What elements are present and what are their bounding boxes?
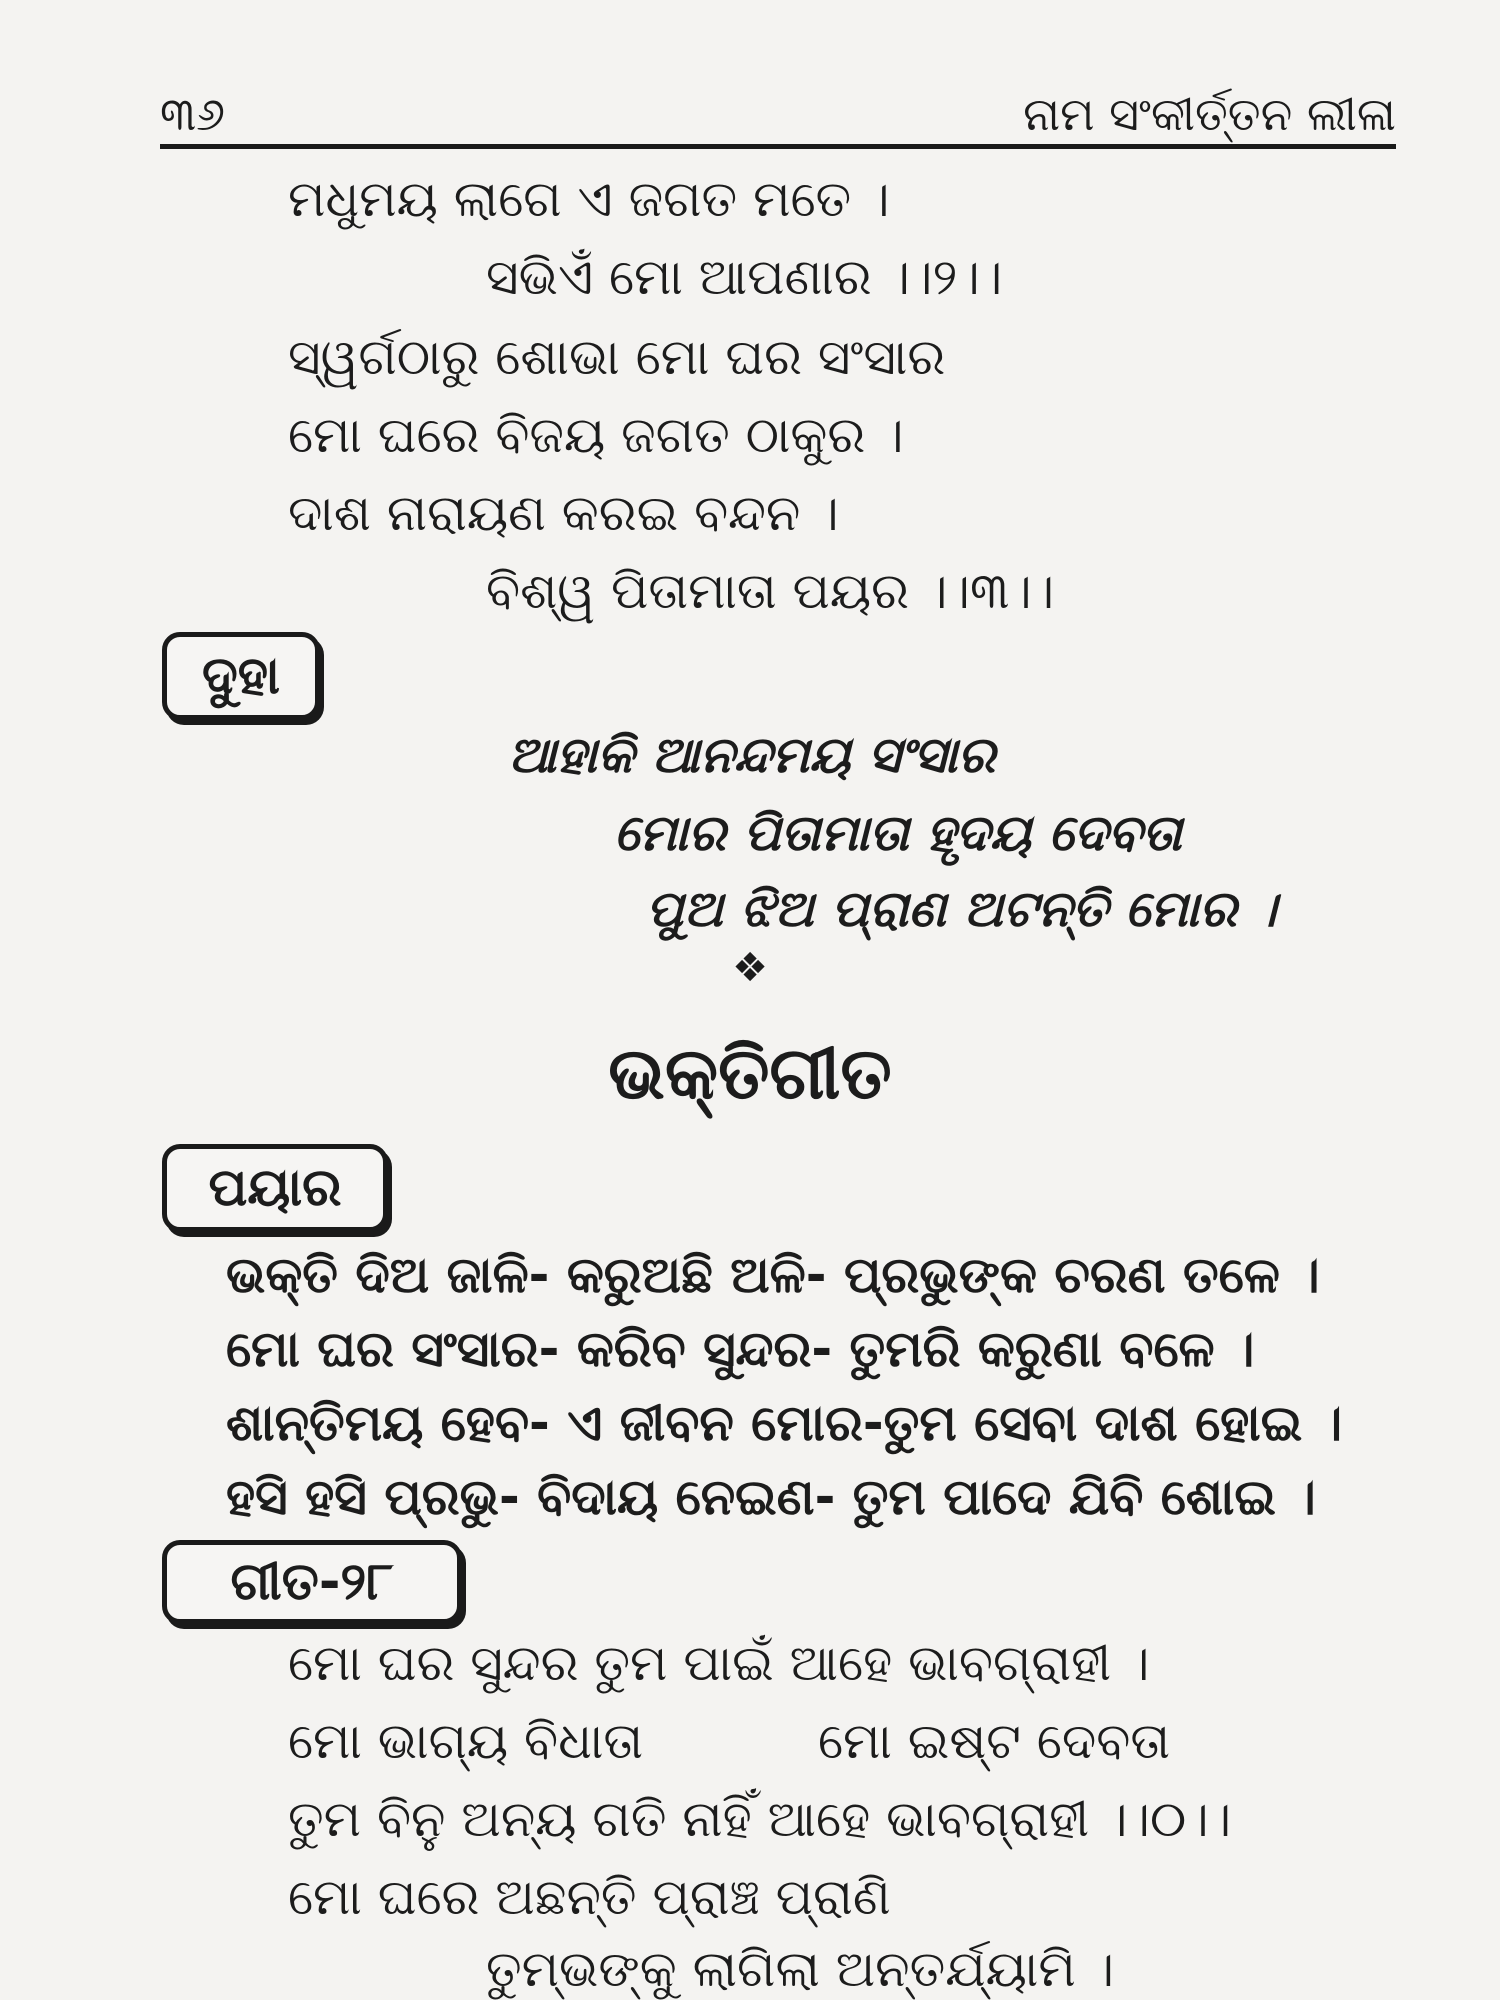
duha-line: ଆହାକି ଆନନ୍ଦମୟ ସଂସାର: [508, 726, 996, 784]
geet-line: ମୋ ଭାଗ୍ୟ ବିଧାତା: [288, 1712, 644, 1770]
payar-line: ମୋ ଘର ସଂସାର- କରିବ ସୁନ୍ଦର- ତୁମରି କରୁଣା ବଳେ ।: [226, 1320, 1255, 1378]
section-label-payar: ପୟାର: [162, 1144, 388, 1232]
page-number: ୩୬: [160, 87, 226, 141]
verse-line: ଦାଶ ନାରାୟଣ କରଇ ବନ୍ଦନ ।: [288, 484, 839, 542]
geet-line: ତୁମ ବିନୁ ଅନ୍ୟ ଗତି ନାହିଁ ଆହେ ଭାବଗ୍ରାହୀ ।।୦।।: [288, 1790, 1232, 1848]
page-header: [160, 78, 1396, 148]
ornament-divider: ❖: [732, 945, 768, 991]
geet-line: ମୋ ଘର ସୁନ୍ଦର ତୁମ ପାଇଁ ଆହେ ଭାବଗ୍ରାହୀ ।: [288, 1634, 1150, 1692]
header-rule: [160, 144, 1396, 149]
payar-line: ଶାନ୍ତିମୟ ହେବ- ଏ ଜୀବନ ମୋର-ତୁମ ସେବା ଦାଶ ହୋଇ ।: [226, 1394, 1343, 1452]
verse-line: ମଧୁମୟ ଲାଗେ ଏ ଜଗତ ମତେ ।: [288, 170, 890, 228]
geet-line: ତୁମ୍ଭଙ୍କୁ ଲାଗିଲା ଅନ୍ତର୍ଯ୍ୟାମି ।: [486, 1940, 1115, 1998]
running-title: ନାମ ସଂକୀର୍ତ୍ତନ ଲୀଳା: [1023, 87, 1396, 141]
page-title: ଭକ୍ତିଗୀତ: [608, 1031, 892, 1115]
verse-line: ସ୍ୱର୍ଗଠାରୁ ଶୋଭା ମୋ ଘର ସଂସାର: [288, 328, 946, 386]
verse-line: ମୋ ଘରେ ବିଜୟ ଜଗତ ଠାକୁର ।: [288, 406, 904, 464]
payar-line: ହସି ହସି ପ୍ରଭୁ- ବିଦାୟ ନେଇଣ- ତୁମ ପାଦେ ଯିବି ଶୋଇ ।: [226, 1468, 1316, 1526]
duha-line: ମୋର ପିତାମାତା ହୃଦୟ ଦେବତା: [614, 804, 1182, 862]
payar-line: ଭକ୍ତି ଦିଅ ଜାଳି- କରୁଅଛି ଅଳି- ପ୍ରଭୁଙ୍କ ଚରଣ ତଳେ ।: [226, 1246, 1320, 1304]
section-label-duha: ଦୁହା: [162, 632, 320, 720]
verse-line: ବିଶ୍ୱ ପିତାମାତା ପୟର ।।୩।।: [486, 562, 1055, 620]
section-label-geet: ଗୀତ-୨୮: [162, 1540, 462, 1624]
verse-line: ସଭିଏଁ ମୋ ଆପଣାର ।।୨।।: [486, 248, 1003, 306]
geet-line: ମୋ ଘରେ ଅଛନ୍ତି ପ୍ରାଞ୍ଚ ପ୍ରାଣି: [288, 1868, 891, 1926]
geet-line: ମୋ ଇଷ୍ଟ ଦେବତା: [818, 1712, 1171, 1770]
duha-line: ପୁଅ ଝିଅ ପ୍ରାଣ ଅଟନ୍ତି ମୋର ।: [646, 880, 1277, 938]
